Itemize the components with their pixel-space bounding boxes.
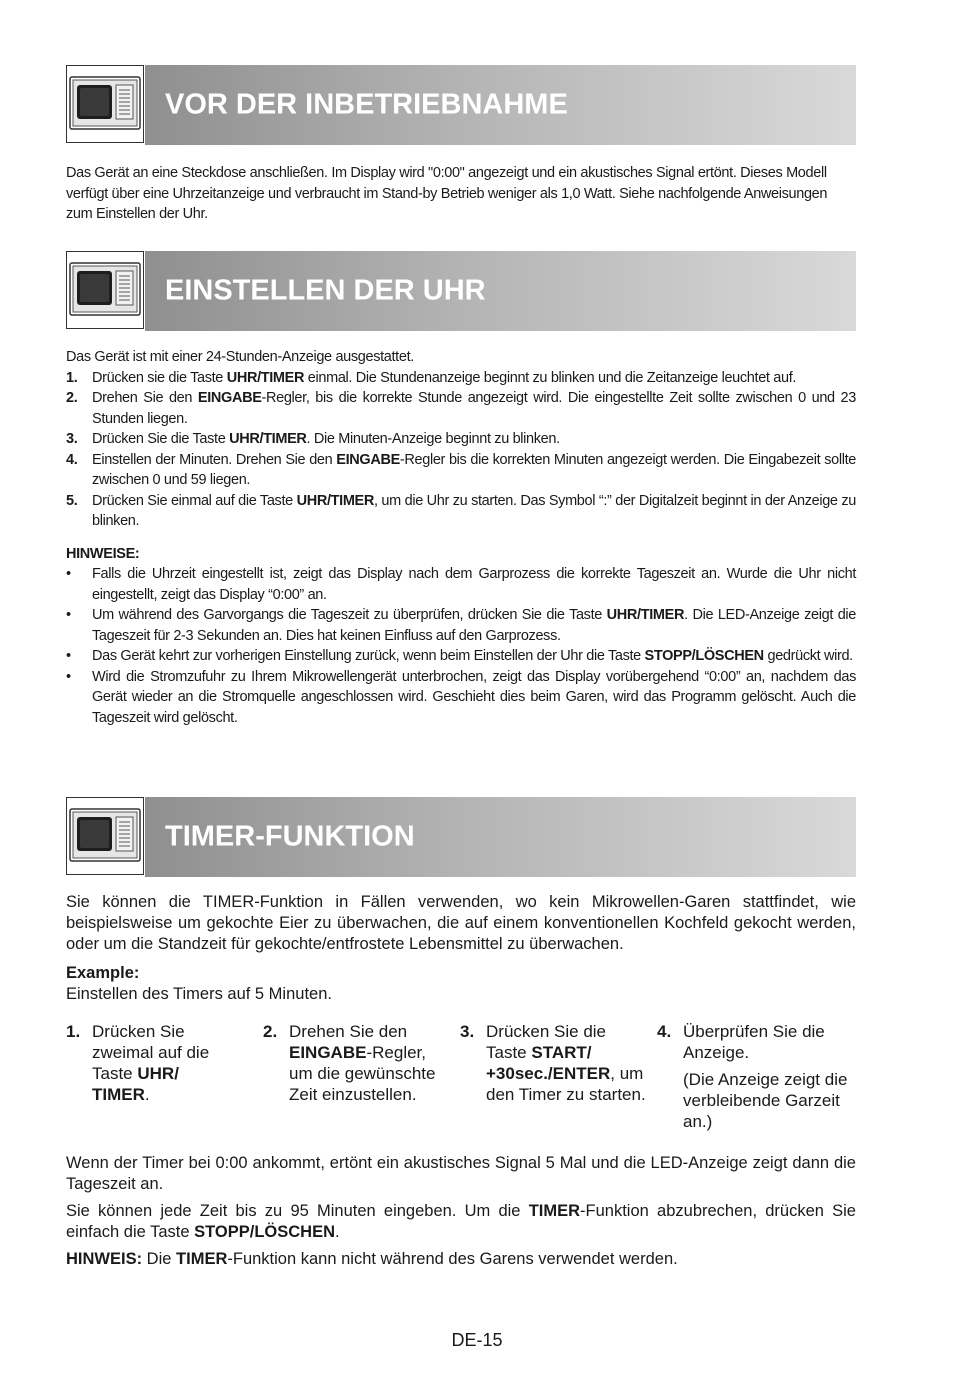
step-text: Drücken Sie die Taste — [486, 1022, 607, 1062]
microwave-icon — [66, 251, 144, 329]
step-text: , um den Timer zu starten. — [486, 1064, 646, 1104]
step-note: (Die Anzeige zeigt die verbleibende Garzeit an.) — [683, 1070, 848, 1131]
para-text: . — [335, 1223, 340, 1241]
function-name: TIMER — [176, 1250, 228, 1268]
button-name: EINGABE — [289, 1043, 367, 1062]
step-text: Drücken Sie einmal auf die Taste — [92, 492, 297, 509]
bullet-icon: • — [66, 668, 71, 685]
step-text: Drücken sie die Taste — [92, 369, 227, 386]
button-name: UHR/TIMER — [606, 607, 685, 623]
button-name: STOPP/LÖSCHEN — [644, 648, 764, 664]
note-text: Falls die Uhrzeit eingestellt ist, zeigt das Display nach dem Garprozess die korrekte Tageszeit an. Wurde die Uhr nicht eingestellt, zeigt das Display “0:00” an. — [92, 566, 856, 603]
step-text: . — [144, 1085, 150, 1104]
section-title: VOR DER INBETRIEBNAHME — [165, 88, 568, 121]
step-text: Drücken Sie die Taste — [92, 431, 230, 447]
button-name: UHR/ TIMER — [92, 1064, 179, 1104]
example-text: Einstellen des Timers auf 5 Minuten. — [66, 985, 332, 1003]
para-text: -Funktion abzubrechen, drücken Sie einfach die Taste — [66, 1202, 856, 1241]
note-text: . Die LED-Anzeige zeigt die Tageszeit für 2-3 Sekunden an. Dies hat keinen Einfluss auf den Garprozess. — [92, 607, 856, 644]
notes-heading: HINWEISE: — [66, 545, 140, 562]
note-text: Das Gerät kehrt zur vorherigen Einstellung zurück, wenn beim Einstellen der Uhr die Taste — [92, 648, 645, 664]
step-text: . Die Minuten-Anzeige beginnt zu blinken. — [306, 431, 560, 447]
note-text: -Funktion kann nicht während des Garens verwendet werden. — [227, 1250, 678, 1268]
timer-closing — [66, 1153, 856, 1270]
bullet-icon: • — [66, 607, 71, 623]
clock-intro: Das Gerät ist mit einer 24-Stunden-Anzeige ausgestattet. — [66, 349, 414, 365]
step-text-block — [289, 1021, 449, 1111]
section-header-timer-funktion — [66, 797, 856, 877]
step-number: 4. — [657, 1022, 672, 1041]
step-text: , um die Uhr zu starten. Das Symbol “:” der Digitalzeit beginnt in der Anzeige zu blinken. — [92, 492, 857, 529]
clock-steps — [66, 368, 856, 532]
note-text: Um während des Garvorgangs die Tageszeit zu überprüfen, drücken Sie die Taste — [92, 607, 607, 623]
para-text: Sie können jede Zeit bis zu 95 Minuten eingeben. Um die — [66, 1202, 529, 1220]
step-text: -Regler, um die gewünschte Zeit einzustellen. — [289, 1043, 436, 1104]
list-item — [66, 646, 856, 667]
list-item — [66, 605, 856, 646]
timer-para-2 — [66, 1201, 856, 1243]
step-text: -Regler, bis die korrekte Stunde angezeigt wird. Die eingestellte Zeit sollte zwischen 0 und 23 Stunden liegen. — [92, 390, 856, 427]
step-text: Drehen Sie den — [92, 390, 198, 406]
intro-paragraph — [66, 163, 856, 225]
section-header-vor-der-inbetriebnahme — [66, 65, 856, 145]
step-number: 4. — [66, 451, 78, 468]
list-item — [66, 388, 856, 429]
notes-list — [66, 564, 856, 728]
step-text: einmal. Die Stundenanzeige beginnt zu blinken und die Zeitanzeige leuchtet auf. — [304, 369, 797, 386]
step-number: 2. — [66, 390, 78, 406]
list-item — [66, 368, 856, 389]
step-text: Überprüfen Sie die Anzeige. — [683, 1022, 825, 1062]
bullet-icon: • — [66, 648, 71, 664]
step-text: Drücken Sie zweimal auf die Taste — [92, 1022, 210, 1083]
step-text: Drehen Sie den — [289, 1022, 408, 1041]
step-number: 5. — [66, 492, 78, 509]
section-header-einstellen-der-uhr — [66, 251, 856, 331]
header-band — [145, 65, 856, 145]
step-text-block — [683, 1021, 853, 1138]
timer-note — [66, 1249, 856, 1270]
bullet-icon: • — [66, 566, 71, 582]
body-text: Das Gerät an eine Steckdose anschließen. Im Display wird "0:00" angezeigt und ein akustisches Signal ertönt. Dieses Modell verfügt über eine Uhrzeitanzeige und verbraucht im Stand-by Betrieb weniger als 1,0 Watt. Siehe nachfolgende Anweisungen zum Einstellen der Uhr. — [66, 165, 828, 222]
list-item — [66, 491, 856, 532]
button-name: UHR/TIMER — [296, 492, 374, 509]
header-band — [145, 797, 856, 877]
step-text: Einstellen der Minuten. Drehen Sie den — [92, 451, 337, 468]
note-text: gedrückt wird. — [763, 648, 853, 664]
list-item — [66, 564, 856, 605]
example-label: Example: — [66, 964, 140, 982]
list-item — [66, 429, 856, 450]
timer-para-1: Wenn der Timer bei 0:00 ankommt, ertönt ein akustisches Signal 5 Mal und die LED-Anzeige zeigt dann die Tageszeit an. — [66, 1154, 856, 1193]
list-item — [66, 450, 856, 491]
microwave-icon — [66, 797, 144, 875]
section-title: TIMER-FUNKTION — [165, 820, 415, 853]
step-number: 1. — [66, 369, 78, 386]
note-text: Wird die Stromzufuhr zu Ihrem Mikrowellengerät unterbrochen, zeigt das Display vorübergehend “0:00” an, nachdem das Gerät wieder an die Stromquelle angeschlossen wird. Geschieht dies beim Garen, wird das Programm gelöscht. Auch die Tageszeit wird gelöscht. — [92, 668, 856, 726]
timer-steps — [66, 1021, 856, 1131]
button-name: UHR/TIMER — [226, 369, 305, 386]
section-title: EINSTELLEN DER UHR — [165, 274, 486, 307]
step-text: -Regler bis die korrekten Minuten angezeigt werden. Die Eingabezeit sollte zwischen 0 und 59 liegen. — [92, 451, 857, 488]
button-name: EINGABE — [197, 390, 262, 406]
timer-intro — [66, 892, 856, 1005]
note-label: HINWEIS: — [66, 1250, 143, 1268]
note-text: Die — [142, 1250, 177, 1268]
button-name: EINGABE — [336, 451, 400, 468]
list-item — [66, 667, 856, 729]
page-number: DE-15 — [451, 1330, 503, 1350]
button-name: START/ +30sec./ENTER — [486, 1043, 611, 1083]
step-number: 2. — [263, 1022, 278, 1041]
step-text-block — [486, 1021, 646, 1111]
button-name: STOPP/LÖSCHEN — [194, 1223, 336, 1241]
button-name: UHR/TIMER — [229, 431, 307, 447]
step-text-block — [92, 1021, 232, 1111]
step-number: 1. — [66, 1022, 81, 1041]
step-number: 3. — [460, 1022, 475, 1041]
microwave-icon — [66, 65, 144, 143]
timer-intro-text: Sie können die TIMER-Funktion in Fällen verwenden, wo kein Mikrowellen-Garen stattfindet, wie beispielsweise um gekochte Eier zu überwachen, die auf einem konventionellen Kochfeld gekocht werden, oder um die Standzeit für gekochte/entfrostete Lebensmittel zu überwachen. — [66, 893, 856, 953]
function-name: TIMER — [528, 1202, 581, 1220]
header-band — [145, 251, 856, 331]
clock-instructions — [66, 347, 856, 728]
step-number: 3. — [66, 431, 78, 447]
